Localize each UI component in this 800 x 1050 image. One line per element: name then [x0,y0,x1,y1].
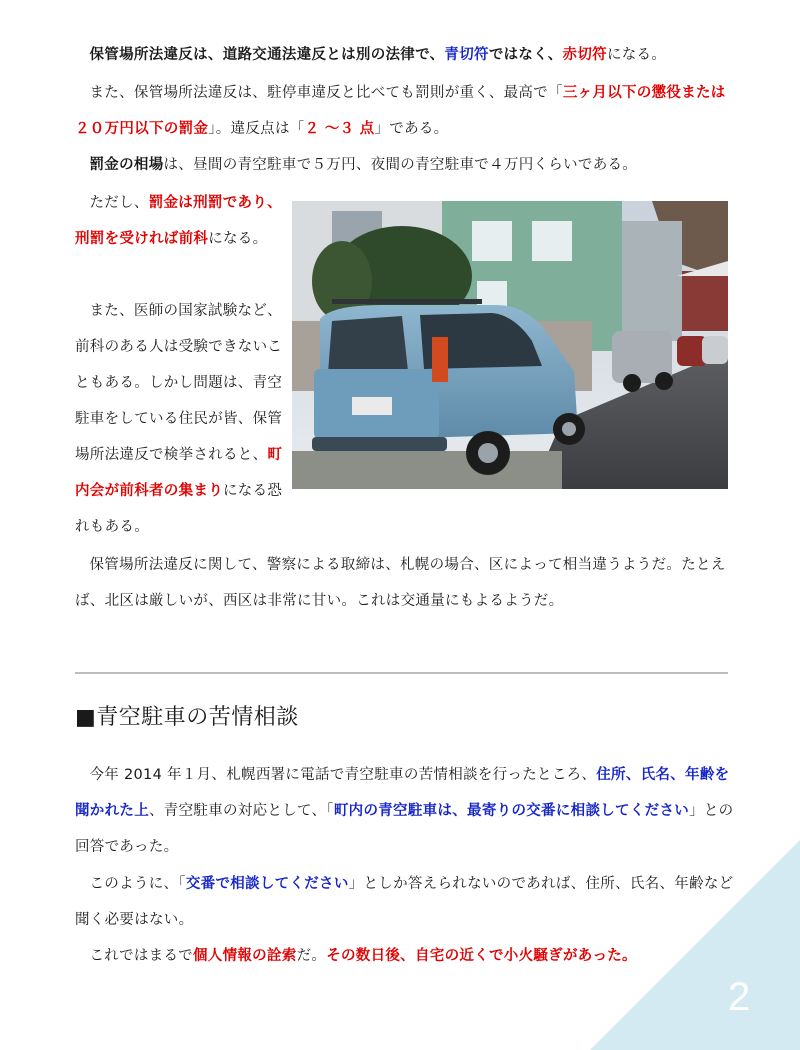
paragraph-penalty [75,75,735,147]
text-run: 」である。 [374,121,449,137]
text-run: 」との回答であった。 [75,803,734,855]
corner-decoration [590,840,800,1050]
text-run: また、医師の国家試験など、前科のある人は受験できないこともある。しかし問題は、青空駐車をしている住民が皆、保管場所法違反で検挙されると、 [75,303,283,463]
text-run-points: ２ ～３ 点 [304,121,375,137]
paragraph-enforcement [75,547,735,619]
parked-car-photo [292,201,728,489]
paragraph-ticket [75,37,735,73]
text-run: になる。 [208,231,268,247]
text-run: 今年 2014 年１月、札幌西署に電話で青空駐車の苦情相談を行ったところ、 [89,767,597,783]
text-run-fire: その数日後、自宅の近くで小火騒ぎがあった。 [326,948,637,964]
text-run: は、昼間の青空駐車で５万円、夜間の青空駐車で４万円くらいである。 [163,157,638,173]
text-run-privacy: 個人情報の詮索 [192,948,297,964]
text-run: 保管場所法違反は、道路交通法違反とは別の法律で、 [89,47,445,63]
text-run: 保管場所法違反に関して、警察による取締は、札幌の場合、区によって相当違うようだ。たとえば、北区は厳しいが、西区は非常に甘い。これは交通量にもよるようだ。 [75,557,726,609]
text-run-blue-ticket: 青切符 [444,47,489,63]
text-run: になる。 [606,47,667,63]
text-run: だ。 [296,948,327,964]
text-run: ただし、 [89,195,149,211]
text-run: 」としか答えられないのであれば、住所、氏名、年齢など聞く必要はない。 [75,876,734,928]
text-run-criminal: 罰金は刑罰であり、刑罰を受ければ前科 [75,195,282,247]
text-run-red-ticket: 赤切符 [562,47,607,63]
text-run-asked-info: 住所、氏名、年齢を聞かれた上 [75,767,730,819]
text-run: になる恐れもある。 [75,483,283,535]
text-run-bold: 罰金の相場 [89,157,164,173]
text-run-koban: 交番で相談してください [185,876,349,892]
text-run-penalty: 三ヶ月以下の懲役または２０万円以下の罰金 [75,85,726,137]
section-heading: ■青空駐車の苦情相談 [75,705,299,730]
text-run: 、青空駐車の対応として、「 [149,803,334,819]
paragraph-exam [75,293,290,545]
section-divider [75,672,728,674]
text-run: このように、「 [89,876,186,892]
paragraph-criminal-record [75,185,290,257]
text-run-police-reply: 町内の青空駐車は、最寄りの交番に相談してください [333,803,690,819]
text-run: 」。違反点は「 [208,121,305,137]
text-run: これではまるで [89,948,193,964]
text-run-neighborhood: 町内会が前科者の集まり [75,447,283,499]
text-run: ではなく、 [488,47,563,63]
paragraph-fine-rate [75,147,735,183]
page-number: 2 [728,975,751,1019]
text-run: また、保管場所法違反は、駐停車違反と比べても罰則が重く、最高で「 [89,85,563,101]
